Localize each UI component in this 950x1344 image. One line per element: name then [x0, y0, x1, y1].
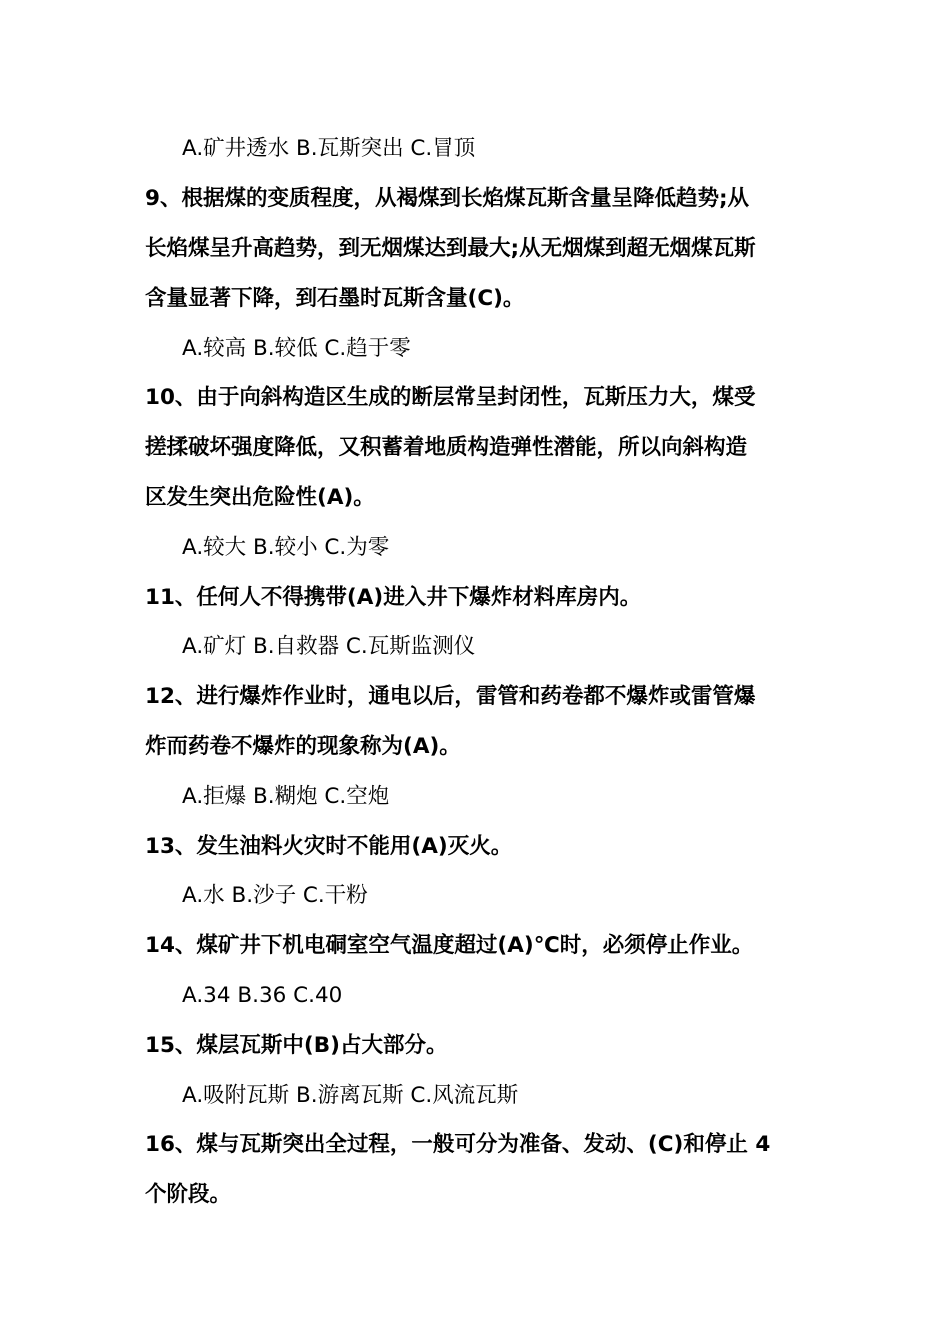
question-text: 16、煤与瓦斯突出全过程，一般可分为准备、发动、(C)和停止 4 [145, 1132, 771, 1157]
answer-options: A.拒爆 B.糊炮 C.空炮 [182, 784, 390, 809]
question-text: 区发生突出危险性(A)。 [145, 485, 375, 510]
answer-options: A.34 B.36 C.40 [182, 983, 343, 1008]
question-text: 个阶段。 [145, 1182, 232, 1207]
answer-options: A.吸附瓦斯 B.游离瓦斯 C.风流瓦斯 [182, 1083, 519, 1108]
question-text: 15、煤层瓦斯中(B)占大部分。 [145, 1033, 448, 1058]
answer-options: A.矿井透水 B.瓦斯突出 C.冒顶 [182, 136, 476, 161]
answer-options: A.矿灯 B.自救器 C.瓦斯监测仪 [182, 634, 476, 659]
question-text: 长焰煤呈升高趋势，到无烟煤达到最大;从无烟煤到超无烟煤瓦斯 [145, 236, 756, 261]
answer-options: A.较大 B.较小 C.为零 [182, 535, 390, 560]
question-text: 12、进行爆炸作业时，通电以后，雷管和药卷都不爆炸或雷管爆 [145, 684, 756, 709]
question-text: 9、根据煤的变质程度，从褐煤到长焰煤瓦斯含量呈降低趋势;从 [145, 186, 750, 211]
question-text: 炸而药卷不爆炸的现象称为(A)。 [145, 734, 461, 759]
question-text: 搓揉破坏强度降低，又积蓄着地质构造弹性潜能，所以向斜构造 [145, 435, 748, 460]
question-text: 13、发生油料火灾时不能用(A)灭火。 [145, 834, 513, 859]
answer-options: A.较高 B.较低 C.趋于零 [182, 336, 411, 361]
question-text: 14、煤矿井下机电硐室空气温度超过(A)℃时，必须停止作业。 [145, 933, 754, 958]
question-text: 10、由于向斜构造区生成的断层常呈封闭性，瓦斯压力大，煤受 [145, 385, 756, 410]
question-text: 含量显著下降，到石墨时瓦斯含量(C)。 [145, 286, 525, 311]
question-text: 11、任何人不得携带(A)进入井下爆炸材料库房内。 [145, 585, 642, 610]
answer-options: A.水 B.沙子 C.干粉 [182, 883, 368, 908]
